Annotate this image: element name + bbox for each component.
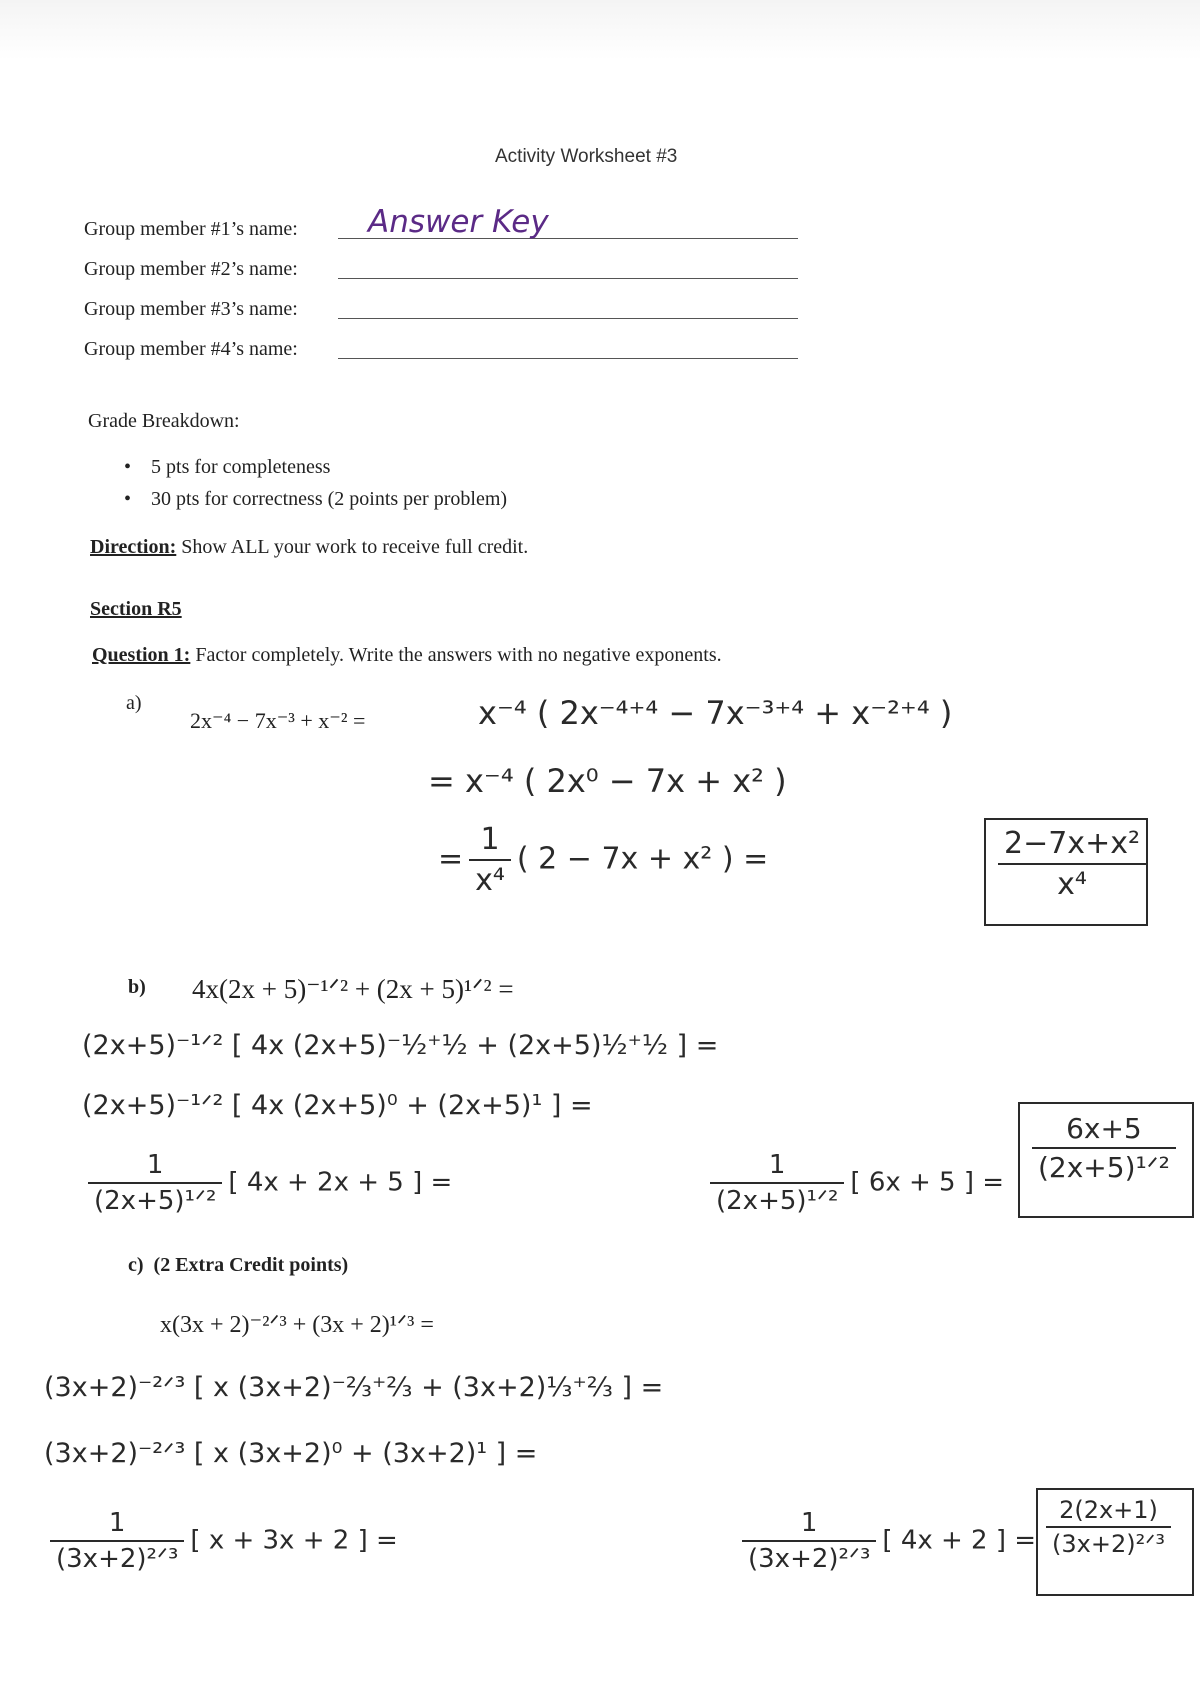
member-1-value: Answer Key — [368, 204, 549, 240]
direction: Direction: Show ALL your work to receive full credit. — [90, 536, 529, 558]
part-b-label: b) — [128, 976, 146, 998]
scan-shadow — [0, 0, 1200, 60]
part-c-step-3: $\frac{1}{\text{(3x+2)²ᐟ³}}$ [ x + 3x + 2 ] = — [44, 1508, 398, 1574]
member-4-line — [338, 358, 798, 359]
part-a-problem: 2x⁻⁴ − 7x⁻³ + x⁻² = — [190, 708, 366, 733]
part-c-label: c) (2 Extra Credit points) — [128, 1254, 349, 1276]
part-b-step-4: $\frac{1}{\text{(2x+5)¹ᐟ²}}$ [ 6x + 5 ] = — [704, 1150, 1004, 1216]
member-2-line — [338, 278, 798, 279]
part-a-label: a) — [126, 692, 142, 714]
part-c-step-2: (3x+2)⁻²ᐟ³ [ x (3x+2)⁰ + (3x+2)¹ ] = — [44, 1438, 538, 1469]
part-a-step-2: = x⁻⁴ ( 2x⁰ − 7x + x² ) — [428, 762, 787, 800]
grade-heading: Grade Breakdown: — [88, 410, 240, 432]
part-b-answer: $\frac{6x+5}{\text{(2x+5)¹ᐟ²}}$ — [1026, 1112, 1182, 1184]
part-a-step-3: = $\frac{1}{\text{x⁴}}$ ( 2 − 7x + x² ) = — [438, 822, 769, 898]
section-title: Section R5 — [90, 598, 182, 620]
part-c-answer: $\frac{2(2x+1)}{\text{(3x+2)²ᐟ³}}$ — [1040, 1496, 1177, 1558]
question-1: Question 1: Factor completely. Write the answers with no negative exponents. — [92, 644, 722, 666]
grade-item: • 5 pts for completeness — [124, 456, 331, 478]
part-c-step-1: (3x+2)⁻²ᐟ³ [ x (3x+2)⁻⅔⁺⅔ + (3x+2)⅓⁺⅔ ] = — [44, 1372, 664, 1403]
part-c-step-4: $\frac{1}{\text{(3x+2)²ᐟ³}}$ [ 4x + 2 ] = — [736, 1508, 1036, 1574]
member-1-label: Group member #1’s name: — [84, 218, 298, 240]
part-b-step-3: $\frac{1}{\text{(2x+5)¹ᐟ²}}$ [ 4x + 2x + 5 ] = — [82, 1150, 452, 1216]
part-a-step-1: x⁻⁴ ( 2x⁻⁴⁺⁴ − 7x⁻³⁺⁴ + x⁻²⁺⁴ ) — [478, 694, 953, 732]
member-2-label: Group member #2’s name: — [84, 258, 298, 280]
part-b-step-1: (2x+5)⁻¹ᐟ² [ 4x (2x+5)⁻½⁺½ + (2x+5)½⁺½ ] = — [82, 1030, 719, 1061]
part-b-problem: 4x(2x + 5)⁻¹ᐟ² + (2x + 5)¹ᐟ² = — [192, 974, 514, 1004]
part-b-step-2: (2x+5)⁻¹ᐟ² [ 4x (2x+5)⁰ + (2x+5)¹ ] = — [82, 1090, 593, 1121]
member-4-label: Group member #4’s name: — [84, 338, 298, 360]
member-3-label: Group member #3’s name: — [84, 298, 298, 320]
grade-item: • 30 pts for correctness (2 points per problem) — [124, 488, 508, 510]
part-c-problem: x(3x + 2)⁻²ᐟ³ + (3x + 2)¹ᐟ³ = — [160, 1312, 434, 1338]
member-3-line — [338, 318, 798, 319]
part-a-answer: $\frac{\text{2−7x+x²}}{\text{x⁴}}$ — [992, 826, 1152, 902]
page-title: Activity Worksheet #3 — [495, 146, 678, 167]
